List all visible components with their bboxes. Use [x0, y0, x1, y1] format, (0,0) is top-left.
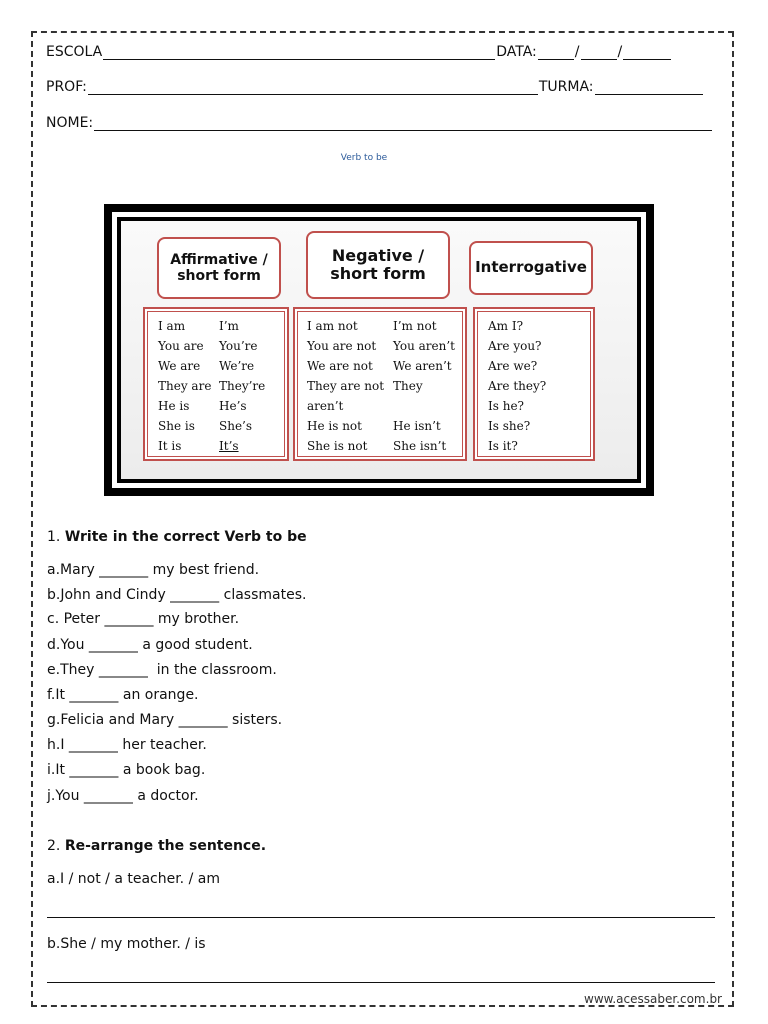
data-day-field[interactable] [538, 47, 574, 60]
answer-line-a[interactable] [47, 917, 715, 918]
grammar-table-panel [121, 221, 637, 479]
footer-website: www.acessaber.com.br [584, 992, 722, 1006]
escola-label: ESCOLA [46, 44, 103, 60]
nome-field[interactable] [94, 118, 712, 131]
nome-row [46, 115, 713, 131]
affirmative-short-1: I’m [219, 319, 239, 333]
affirmative-short-2: You’re [219, 339, 258, 353]
exercise1-item-d: d.You _______ a good student. [47, 637, 253, 653]
nome-label: NOME: [46, 115, 94, 131]
affirmative-full-2: You are [158, 339, 204, 353]
interrogative-1: Am I? [488, 319, 524, 333]
interrogative-3: Are we? [488, 359, 538, 373]
negative-full-5: aren’t [307, 399, 344, 413]
exercise1-item-a: a.Mary _______ my best friend. [47, 562, 260, 578]
negative-full-6: He is not [307, 419, 362, 433]
exercise1-title: 1. Write in the correct Verb to be [47, 529, 307, 545]
affirmative-full-6: She is [158, 419, 195, 433]
negative-full-1: I am not [307, 319, 358, 333]
worksheet-subtitle: Verb to be [340, 153, 388, 163]
affirmative-full-5: He is [158, 399, 190, 413]
escola-field[interactable] [103, 47, 495, 60]
affirmative-short-5: He’s [219, 399, 247, 413]
answer-line-b[interactable] [47, 982, 715, 983]
interrogative-7: Is it? [488, 439, 518, 453]
exercise1-item-g: g.Felicia and Mary _______ sisters. [47, 712, 283, 728]
data-label: DATA: [496, 44, 537, 60]
data-year-field[interactable] [623, 47, 671, 60]
affirmative-short-4: They’re [219, 379, 266, 393]
page-border [31, 31, 734, 1007]
exercise1-item-c: c. Peter _______ my brother. [47, 611, 240, 627]
exercise1-item-e: e.They _______ in the classroom. [47, 662, 277, 678]
exercise1-item-b: b.John and Cindy _______ classmates. [47, 587, 307, 603]
prof-row [46, 79, 704, 95]
negative-full-2: You are not [307, 339, 377, 353]
exercise1-item-f: f.It _______ an orange. [47, 687, 199, 703]
interrogative-6: Is she? [488, 419, 531, 433]
negative-short-3: We aren’t [393, 359, 452, 373]
affirmative-full-3: We are [158, 359, 201, 373]
data-month-field[interactable] [581, 47, 617, 60]
exercise1-item-h: h.I _______ her teacher. [47, 737, 207, 753]
affirmative-full-1: I am [158, 319, 186, 333]
prof-field[interactable] [88, 82, 538, 95]
exercise2-item-a: a.I / not / a teacher. / am [47, 871, 220, 887]
negative-short-7: She isn’t [393, 439, 447, 453]
exercise2-item-b: b.She / my mother. / is [47, 936, 206, 952]
exercise2-title: 2. Re-arrange the sentence. [47, 838, 267, 854]
affirmative-full-7: It is [158, 439, 182, 453]
turma-label: TURMA: [538, 79, 594, 95]
negative-short-6: He isn’t [393, 419, 441, 433]
interrogative-header: Interrogative [469, 241, 593, 295]
affirmative-header: Affirmative / short form [157, 237, 281, 299]
affirmative-short-7: It’s [219, 439, 239, 453]
affirmative-short-3: We’re [219, 359, 255, 373]
interrogative-4: Are they? [488, 379, 547, 393]
exercise1-item-j: j.You _______ a doctor. [47, 788, 199, 804]
affirmative-full-4: They are [158, 379, 212, 393]
negative-header: Negative / short form [306, 231, 450, 299]
affirmative-short-6: She’s [219, 419, 253, 433]
negative-full-4: They are not [307, 379, 385, 393]
negative-full-3: We are not [307, 359, 373, 373]
escola-row: ESCOLA DATA: / / [46, 44, 718, 60]
negative-full-7: She is not [307, 439, 368, 453]
turma-field[interactable] [595, 82, 703, 95]
grammar-table [104, 204, 654, 496]
prof-label: PROF: [46, 79, 87, 95]
interrogative-2: Are you? [488, 339, 542, 353]
negative-short-2: You aren’t [393, 339, 456, 353]
negative-short-1: I’m not [393, 319, 437, 333]
interrogative-5: Is he? [488, 399, 524, 413]
negative-short-4: They [393, 379, 423, 393]
exercise1-item-i: i.It _______ a book bag. [47, 762, 206, 778]
